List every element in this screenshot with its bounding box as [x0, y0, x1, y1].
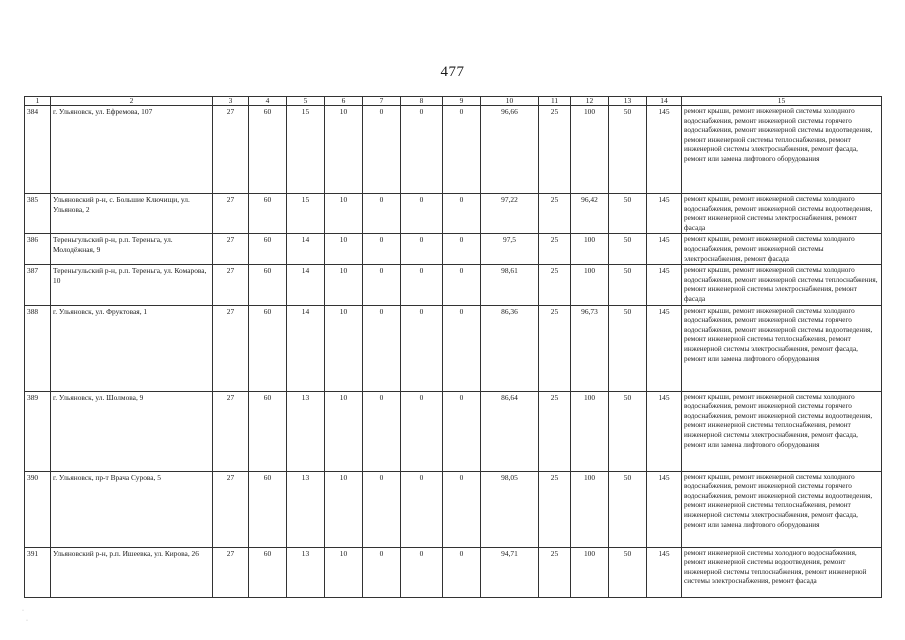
- header-cell: 15: [682, 97, 882, 106]
- value-cell: 27: [213, 471, 249, 547]
- value-cell: 14: [287, 265, 325, 305]
- value-cell: 60: [249, 471, 287, 547]
- works-cell: ремонт инженерной системы холодного водоснабжения, ремонт инженерной системы водоотведения, ремонт инженерной системы теплоснабжения, ремонт инженерной системы электроснабжения, ремонт фасада: [682, 547, 882, 597]
- header-cell: 5: [287, 97, 325, 106]
- value-cell: 0: [363, 391, 401, 471]
- table-row: [25, 305, 882, 391]
- address-cell: Тереньгульский р-н, р.п. Тереньга, ул. Молодёжная, 9: [51, 234, 213, 265]
- value-cell: 0: [443, 305, 481, 391]
- value-cell: 0: [401, 471, 443, 547]
- works-cell: ремонт крыши, ремонт инженерной системы холодного водоснабжения, ремонт инженерной системы теплоснабжения, ремонт инженерной системы электроснабжения, ремонт фасада: [682, 265, 882, 305]
- value-cell: 145: [647, 265, 682, 305]
- value-cell: 0: [401, 194, 443, 234]
- header-cell: 1: [25, 97, 51, 106]
- value-cell: 50: [609, 194, 647, 234]
- value-cell: 10: [325, 265, 363, 305]
- header-cell: 12: [571, 97, 609, 106]
- value-cell: 13: [287, 471, 325, 547]
- header-cell: 7: [363, 97, 401, 106]
- value-cell: 0: [443, 265, 481, 305]
- address-cell: г. Ульяновск, ул. Шолмова, 9: [51, 391, 213, 471]
- row-number-cell: 390: [25, 471, 51, 547]
- works-cell: ремонт крыши, ремонт инженерной системы холодного водоснабжения, ремонт инженерной системы электроснабжения, ремонт фасада: [682, 234, 882, 265]
- header-row: [25, 97, 882, 106]
- value-cell: 25: [539, 106, 571, 194]
- row-number-cell: 386: [25, 234, 51, 265]
- table-row: [25, 265, 882, 305]
- value-cell: 10: [325, 194, 363, 234]
- repair-register-table: [24, 96, 882, 598]
- value-cell: 0: [401, 305, 443, 391]
- value-cell: 96,42: [571, 194, 609, 234]
- works-cell: ремонт крыши, ремонт инженерной системы холодного водоснабжения, ремонт инженерной системы горячего водоснабжения, ремонт инженерной системы водоотведения, ремонт инженерной системы теплоснабжения, ремонт инженерной системы электроснабжения, ремонт фасада, ремонт или замена лифтового оборудования: [682, 106, 882, 194]
- value-cell: 100: [571, 106, 609, 194]
- value-cell: 0: [401, 265, 443, 305]
- value-cell: 96,66: [481, 106, 539, 194]
- value-cell: 86,64: [481, 391, 539, 471]
- value-cell: 97,5: [481, 234, 539, 265]
- row-number-cell: 385: [25, 194, 51, 234]
- value-cell: 145: [647, 305, 682, 391]
- value-cell: 14: [287, 305, 325, 391]
- header-cell: 3: [213, 97, 249, 106]
- value-cell: 145: [647, 194, 682, 234]
- value-cell: 27: [213, 265, 249, 305]
- row-number-cell: 388: [25, 305, 51, 391]
- header-cell: 10: [481, 97, 539, 106]
- header-cell: 4: [249, 97, 287, 106]
- value-cell: 10: [325, 234, 363, 265]
- table-row: [25, 194, 882, 234]
- value-cell: 0: [401, 547, 443, 597]
- header-cell: 14: [647, 97, 682, 106]
- table-row: [25, 234, 882, 265]
- address-cell: г. Ульяновск, пр-т Врача Сурова, 5: [51, 471, 213, 547]
- row-number-cell: 389: [25, 391, 51, 471]
- value-cell: 0: [363, 234, 401, 265]
- value-cell: 25: [539, 234, 571, 265]
- value-cell: 60: [249, 547, 287, 597]
- value-cell: 0: [363, 547, 401, 597]
- header-cell: 8: [401, 97, 443, 106]
- value-cell: 27: [213, 391, 249, 471]
- value-cell: 0: [401, 391, 443, 471]
- value-cell: 100: [571, 391, 609, 471]
- value-cell: 25: [539, 305, 571, 391]
- works-cell: ремонт крыши, ремонт инженерной системы холодного водоснабжения, ремонт инженерной системы горячего водоснабжения, ремонт инженерной системы водоотведения, ремонт инженерной системы теплоснабжения, ремонт инженерной системы электроснабжения, ремонт фасада, ремонт или замена лифтового оборудования: [682, 471, 882, 547]
- address-cell: Ульяновский р-н, р.п. Ишеевка, ул. Кирова, 26: [51, 547, 213, 597]
- value-cell: 13: [287, 391, 325, 471]
- value-cell: 10: [325, 106, 363, 194]
- value-cell: 0: [443, 234, 481, 265]
- value-cell: 25: [539, 265, 571, 305]
- value-cell: 60: [249, 391, 287, 471]
- value-cell: 98,61: [481, 265, 539, 305]
- value-cell: 10: [325, 547, 363, 597]
- value-cell: 0: [443, 471, 481, 547]
- address-cell: г. Ульяновск, ул. Фруктовая, 1: [51, 305, 213, 391]
- header-cell: 11: [539, 97, 571, 106]
- value-cell: 25: [539, 194, 571, 234]
- value-cell: 0: [443, 194, 481, 234]
- value-cell: 0: [443, 547, 481, 597]
- value-cell: 97,22: [481, 194, 539, 234]
- value-cell: 100: [571, 234, 609, 265]
- value-cell: 60: [249, 194, 287, 234]
- value-cell: 100: [571, 547, 609, 597]
- value-cell: 0: [363, 194, 401, 234]
- value-cell: 145: [647, 234, 682, 265]
- value-cell: 50: [609, 547, 647, 597]
- value-cell: 27: [213, 194, 249, 234]
- value-cell: 60: [249, 234, 287, 265]
- value-cell: 25: [539, 471, 571, 547]
- header-cell: 13: [609, 97, 647, 106]
- value-cell: 27: [213, 234, 249, 265]
- value-cell: 96,73: [571, 305, 609, 391]
- value-cell: 100: [571, 471, 609, 547]
- address-cell: Ульяновский р-н, с. Большие Ключищи, ул. Ульянова, 2: [51, 194, 213, 234]
- table-row: [25, 471, 882, 547]
- row-number-cell: 391: [25, 547, 51, 597]
- page-number: 477: [440, 64, 465, 80]
- value-cell: 27: [213, 547, 249, 597]
- value-cell: 98,05: [481, 471, 539, 547]
- works-cell: ремонт крыши, ремонт инженерной системы холодного водоснабжения, ремонт инженерной системы горячего водоснабжения, ремонт инженерной системы водоотведения, ремонт инженерной системы теплоснабжения, ремонт инженерной системы электроснабжения, ремонт фасада, ремонт или замена лифтового оборудования: [682, 305, 882, 391]
- value-cell: 10: [325, 471, 363, 547]
- table-row: [25, 547, 882, 597]
- value-cell: 94,71: [481, 547, 539, 597]
- value-cell: 27: [213, 106, 249, 194]
- value-cell: 0: [363, 106, 401, 194]
- value-cell: 145: [647, 471, 682, 547]
- value-cell: 50: [609, 305, 647, 391]
- value-cell: 0: [363, 265, 401, 305]
- value-cell: 50: [609, 391, 647, 471]
- scan-speck: ·: [26, 618, 28, 624]
- value-cell: 0: [401, 234, 443, 265]
- value-cell: 0: [443, 106, 481, 194]
- address-cell: Тереньгульский р-н, р.п. Тереньга, ул. Комарова, 10: [51, 265, 213, 305]
- header-cell: 2: [51, 97, 213, 106]
- scan-speck: ·: [22, 608, 24, 614]
- table-row: [25, 106, 882, 194]
- value-cell: 50: [609, 234, 647, 265]
- value-cell: 50: [609, 265, 647, 305]
- value-cell: 15: [287, 106, 325, 194]
- works-cell: ремонт крыши, ремонт инженерной системы холодного водоснабжения, ремонт инженерной системы водоотведения, ремонт инженерной системы электроснабжения, ремонт фасада: [682, 194, 882, 234]
- value-cell: 50: [609, 106, 647, 194]
- row-number-cell: 384: [25, 106, 51, 194]
- works-cell: ремонт крыши, ремонт инженерной системы холодного водоснабжения, ремонт инженерной системы горячего водоснабжения, ремонт инженерной системы водоотведения, ремонт инженерной системы теплоснабжения, ремонт инженерной системы электроснабжения, ремонт фасада, ремонт или замена лифтового оборудования: [682, 391, 882, 471]
- value-cell: 60: [249, 305, 287, 391]
- address-cell: г. Ульяновск, ул. Ефремова, 107: [51, 106, 213, 194]
- value-cell: 27: [213, 305, 249, 391]
- value-cell: 0: [363, 471, 401, 547]
- value-cell: 25: [539, 547, 571, 597]
- value-cell: 60: [249, 265, 287, 305]
- value-cell: 13: [287, 547, 325, 597]
- value-cell: 0: [443, 391, 481, 471]
- value-cell: 15: [287, 194, 325, 234]
- value-cell: 14: [287, 234, 325, 265]
- row-number-cell: 387: [25, 265, 51, 305]
- value-cell: 0: [363, 305, 401, 391]
- value-cell: 145: [647, 391, 682, 471]
- value-cell: 25: [539, 391, 571, 471]
- value-cell: 145: [647, 547, 682, 597]
- value-cell: 10: [325, 391, 363, 471]
- value-cell: 10: [325, 305, 363, 391]
- value-cell: 100: [571, 265, 609, 305]
- value-cell: 145: [647, 106, 682, 194]
- value-cell: 60: [249, 106, 287, 194]
- header-cell: 9: [443, 97, 481, 106]
- header-cell: 6: [325, 97, 363, 106]
- value-cell: 86,36: [481, 305, 539, 391]
- value-cell: 50: [609, 471, 647, 547]
- value-cell: 0: [401, 106, 443, 194]
- table-row: [25, 391, 882, 471]
